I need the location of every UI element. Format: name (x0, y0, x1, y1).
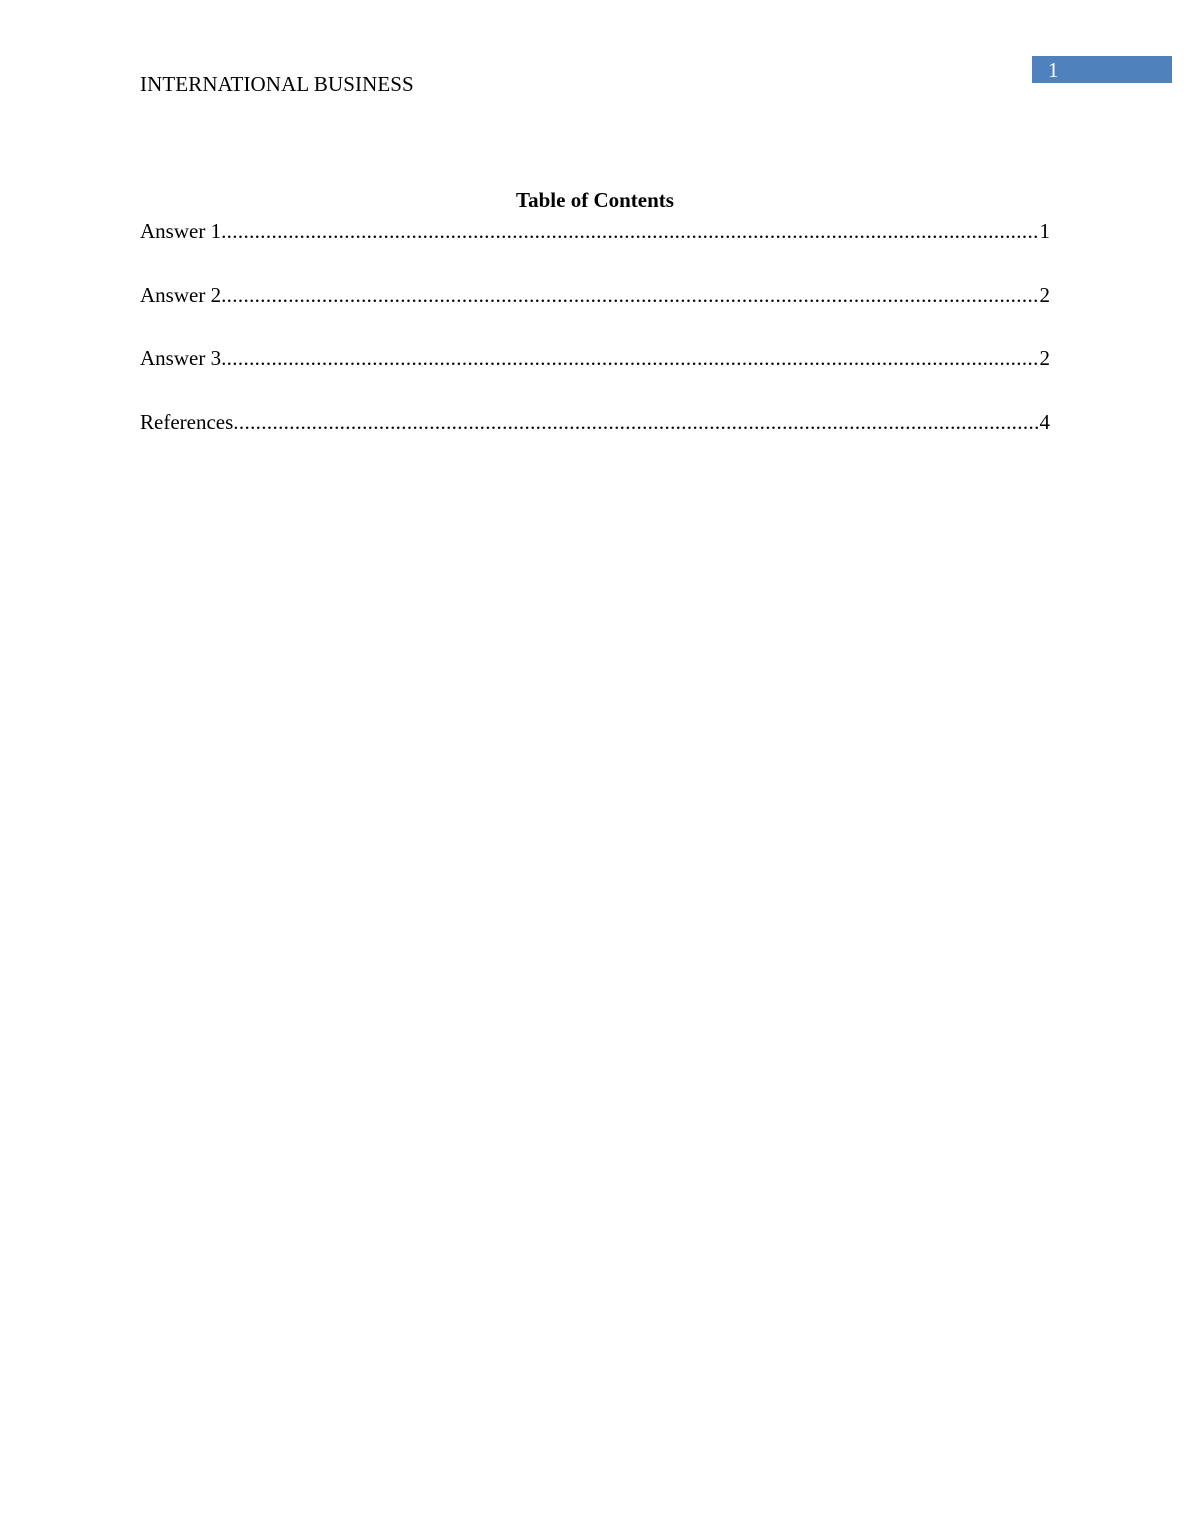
toc-entry-page: 2 (1039, 282, 1050, 307)
running-head: INTERNATIONAL BUSINESS (140, 72, 414, 96)
page-number: 1 (1048, 58, 1059, 82)
toc-entry-page: 4 (1039, 409, 1050, 434)
toc-entry-label: Answer 2 (140, 282, 222, 307)
toc-entry-label: Answer 3 (140, 346, 222, 370)
toc-dot-leader (221, 281, 1039, 309)
toc-entry-references[interactable] (140, 408, 1050, 472)
toc-entry-page: 1 (1039, 219, 1050, 243)
toc-entry-label: References (140, 409, 234, 434)
toc-entry-label: Answer 1 (140, 219, 222, 243)
toc-list (140, 217, 1050, 471)
toc-entry-answer-2[interactable] (140, 281, 1050, 345)
toc-entry-answer-3[interactable] (140, 344, 1050, 408)
toc-entry-page: 2 (1039, 346, 1050, 370)
toc-entry-answer-1[interactable] (140, 217, 1050, 281)
toc-dot-leader (233, 408, 1039, 436)
toc-dot-leader (221, 217, 1039, 245)
page-number-box (1032, 56, 1172, 83)
toc-title: Table of Contents (516, 188, 674, 212)
toc-dot-leader (221, 344, 1039, 372)
